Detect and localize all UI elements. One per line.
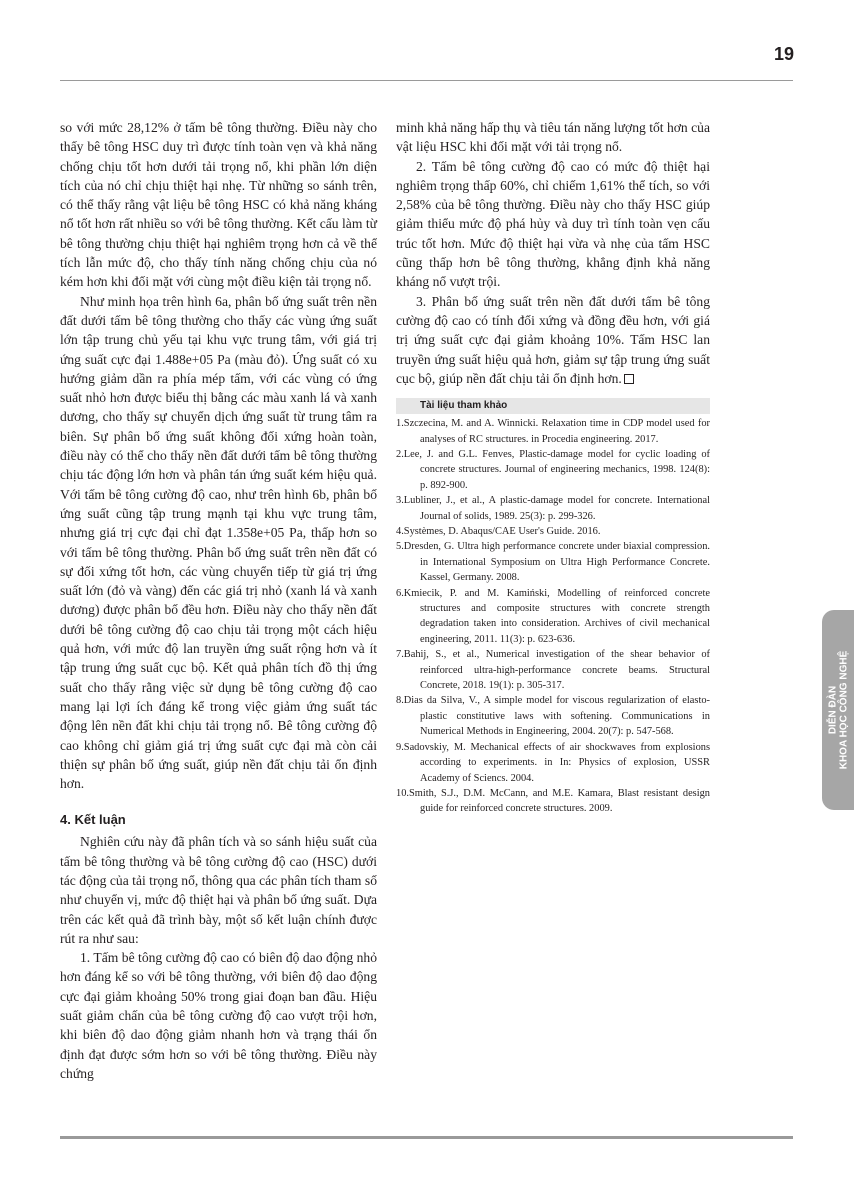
paragraph: 1. Tấm bê tông cường độ cao có biên độ dao động nhỏ hơn đáng kể so với bê tông thường, với biên độ dao động cực đại giảm khoảng 50% trong giai đoạn ban đầu. Hiệu suất giảm chấn của bê tông cường độ cao vượt trội hơn, khi biên độ dao động giảm nhanh hơn và trạng thái ổn định đạt được sớm hơn so với bê tông thường. Điều này chứng [60,950,377,1081]
reference-item: 3.Lubliner, J., et al., A plastic-damage model for concrete. International Journal of solids, 1989. 25(3): p. 299-326. [396,495,710,522]
section-side-tab [822,610,854,810]
right-column [396,118,710,817]
side-tab-line2: KHOA HỌC CÔNG NGHỆ [838,650,849,770]
reference-item: 8.Dias da Silva, V., A simple model for viscous regularization of elasto-plastic constitutive laws with softening. Communications in Numerical Methods in Engineering, 2004. 20(7): p. 547-568. [396,695,710,738]
references-list [396,416,710,817]
header-divider [60,80,793,81]
references-heading: Tài liệu tham khảo [396,398,710,414]
references-section [396,398,710,817]
side-tab-label [827,651,849,770]
reference-item: 1.Szczecina, M. and A. Winnicki. Relaxation time in CDP model used for analyses of RC structures. in Procedia engineering. 2017. [396,418,710,445]
paragraph: minh khả năng hấp thụ và tiêu tán năng lượng tốt hơn của vật liệu HSC khi đối mặt với tải trọng nổ. [396,120,710,155]
paragraph: Như minh họa trên hình 6a, phân bố ứng suất trên nền đất dưới tấm bê tông thường cho thấy các vùng ứng suất lớn tập trung chủ yếu tại khu vực trung tâm, với giá trị ứng suất cực đại 1.488e+05 Pa (màu đỏ). Ứng suất có xu hướng giảm dần ra phía mép tấm, với các vùng có ứng suất nhỏ hơn được biểu thị bằng các màu xanh lá và xanh dương, cho thấy sự chuyển dịch ứng suất từ trung tâm ra biên. Sự phân bố ứng suất không đối xứng hoàn toàn, điều này có thể cho thấy nền đất dưới tấm bê tông thường chịu tác động lớn hơn và phân tán ứng suất kém hiệu quả. Với tấm bê tông cường độ cao, như trên hình 6b, phân bố ứng suất cũng tập trung mạnh tại khu vực trung tâm, nhưng giá trị cực đại chỉ đạt 1.358e+05 Pa, thấp hơn so với tấm bê tông thường. Phân bố ứng suất trên nền đất có sự đối xứng tốt hơn, các vùng chuyển tiếp từ giá trị ứng suất lớn (đỏ và vàng) đến các giá trị nhỏ (xanh lá và xanh dương) được phân bố đều hơn. Điều này cho thấy nền đất dưới bê tông cường độ cao chịu tải trọng một cách hiệu quả hơn, với mức độ lan truyền ứng suất rộng hơn và ít tập trung ứng suất cục bộ. Kết quả phân tích đồ thị ứng suất cho thấy rằng việc sử dụng bê tông cường độ cao mang lại lợi ích đáng kể trong việc giảm ứng suất tác động lên nền đất khi chịu tải trọng nổ. Bê tông cường độ cao không chỉ giảm giá trị ứng suất cực đại mà còn cải thiện sự phân bố ứng suất, giúp nền đất chịu tải ổn định hơn. [60,293,377,792]
left-column [60,118,377,1083]
end-of-article-mark-icon [624,374,634,384]
reference-item: 4.Systèmes, D. Abaqus/CAE User's Guide. 2016. [396,526,601,537]
paragraph: so với mức 28,12% ở tấm bê tông thường. Điều này cho thấy bê tông HSC duy trì được tính toàn vẹn và khả năng chống chịu tốt hơn dưới tải trọng nổ, khi phần lớn diện tích của nó chỉ chịu thiệt hại nhẹ. Từ những so sánh trên, có thể thấy rằng vật liệu bê tông HSC có khả năng kháng nổ tốt hơn rất nhiều so với bê tông thường. Kết cấu làm từ bê tông thường chịu thiệt hại nghiêm trọng hơn cả về thể tích lẫn mức độ, cho thấy tính năng chống chịu của nó kém hơn khi đối mặt với cùng một điều kiện tải trọng nổ. [60,120,377,290]
reference-item: 2.Lee, J. and G.L. Fenves, Plastic-damage model for cyclic loading of concrete structures. Journal of engineering mechanics, 1998. 124(8): p. 892-900. [396,448,710,491]
footer-divider [60,1136,793,1139]
page-number: 19 [773,44,794,64]
reference-item: 10.Smith, S.J., D.M. McCann, and M.E. Kamara, Blast resistant design guide for reinforced concrete structures. 2009. [396,787,710,815]
reference-item: 7.Bahij, S., et al., Numerical investigation of the shear behavior of reinforced ultra-high-performance concrete beams. Structural Concrete, 2018. 19(1): p. 305-317. [396,649,710,692]
side-tab-line1: DIỄN ĐÀN [827,685,838,735]
reference-item: 9.Sadovskiy, M. Mechanical effects of air shockwaves from explosions according to experiments. in In: Physics of explosion, USSR Academy of Sciencs. 2004. [396,741,710,784]
paragraph: 2. Tấm bê tông cường độ cao có mức độ thiệt hại nghiêm trọng thấp 60%, chỉ chiếm 1,61% thể tích, so với 2,58% của bê tông thường. Điều này cho thấy HSC giúp giảm thiểu mức độ phá hủy và duy trì tính toàn vẹn cấu trúc tốt hơn. Mức độ thiệt hại vừa và nhẹ của tấm HSC cũng thấp hơn bê tông thường, khẳng định khả năng kháng nổ vượt trội. [396,158,710,290]
paragraph: Nghiên cứu này đã phân tích và so sánh hiệu suất của tấm bê tông thường và bê tông cường độ cao (HSC) dưới tác động của tải trọng nổ, thông qua các phân tích tham số như chuyển vị, mức độ thiệt hại và phân bố ứng suất. Dựa trên các kết quả đã trình bày, một số kết luận chính được rút ra như sau: [60,834,377,946]
paragraph-text: 3. Phân bố ứng suất trên nền đất dưới tấm bê tông cường độ cao có tính đối xứng và đồng đều hơn, với giá trị ứng suất cực đại giảm khoảng 10%. Tấm HSC lan truyền ứng suất hiệu quả hơn, giảm sự tập trung ứng suất cục bộ, giúp nền đất chịu tải ổn định hơn. [396,293,710,386]
reference-item: 5.Dresden, G. Ultra high performance concrete under biaxial compression. in International Symposium on Ultra High Performance Concrete. Kassel, Germany. 2008. [396,541,710,584]
paragraph [396,292,710,388]
section-heading-conclusion: 4. Kết luận [60,812,126,828]
reference-item: 6.Kmiecik, P. and M. Kamiński, Modelling of reinforced concrete structures and composite structures with concrete strength degradation taken into consideration. Archives of civil mechanical engineering, 2011. 11(3): p. 623-636. [396,587,710,645]
